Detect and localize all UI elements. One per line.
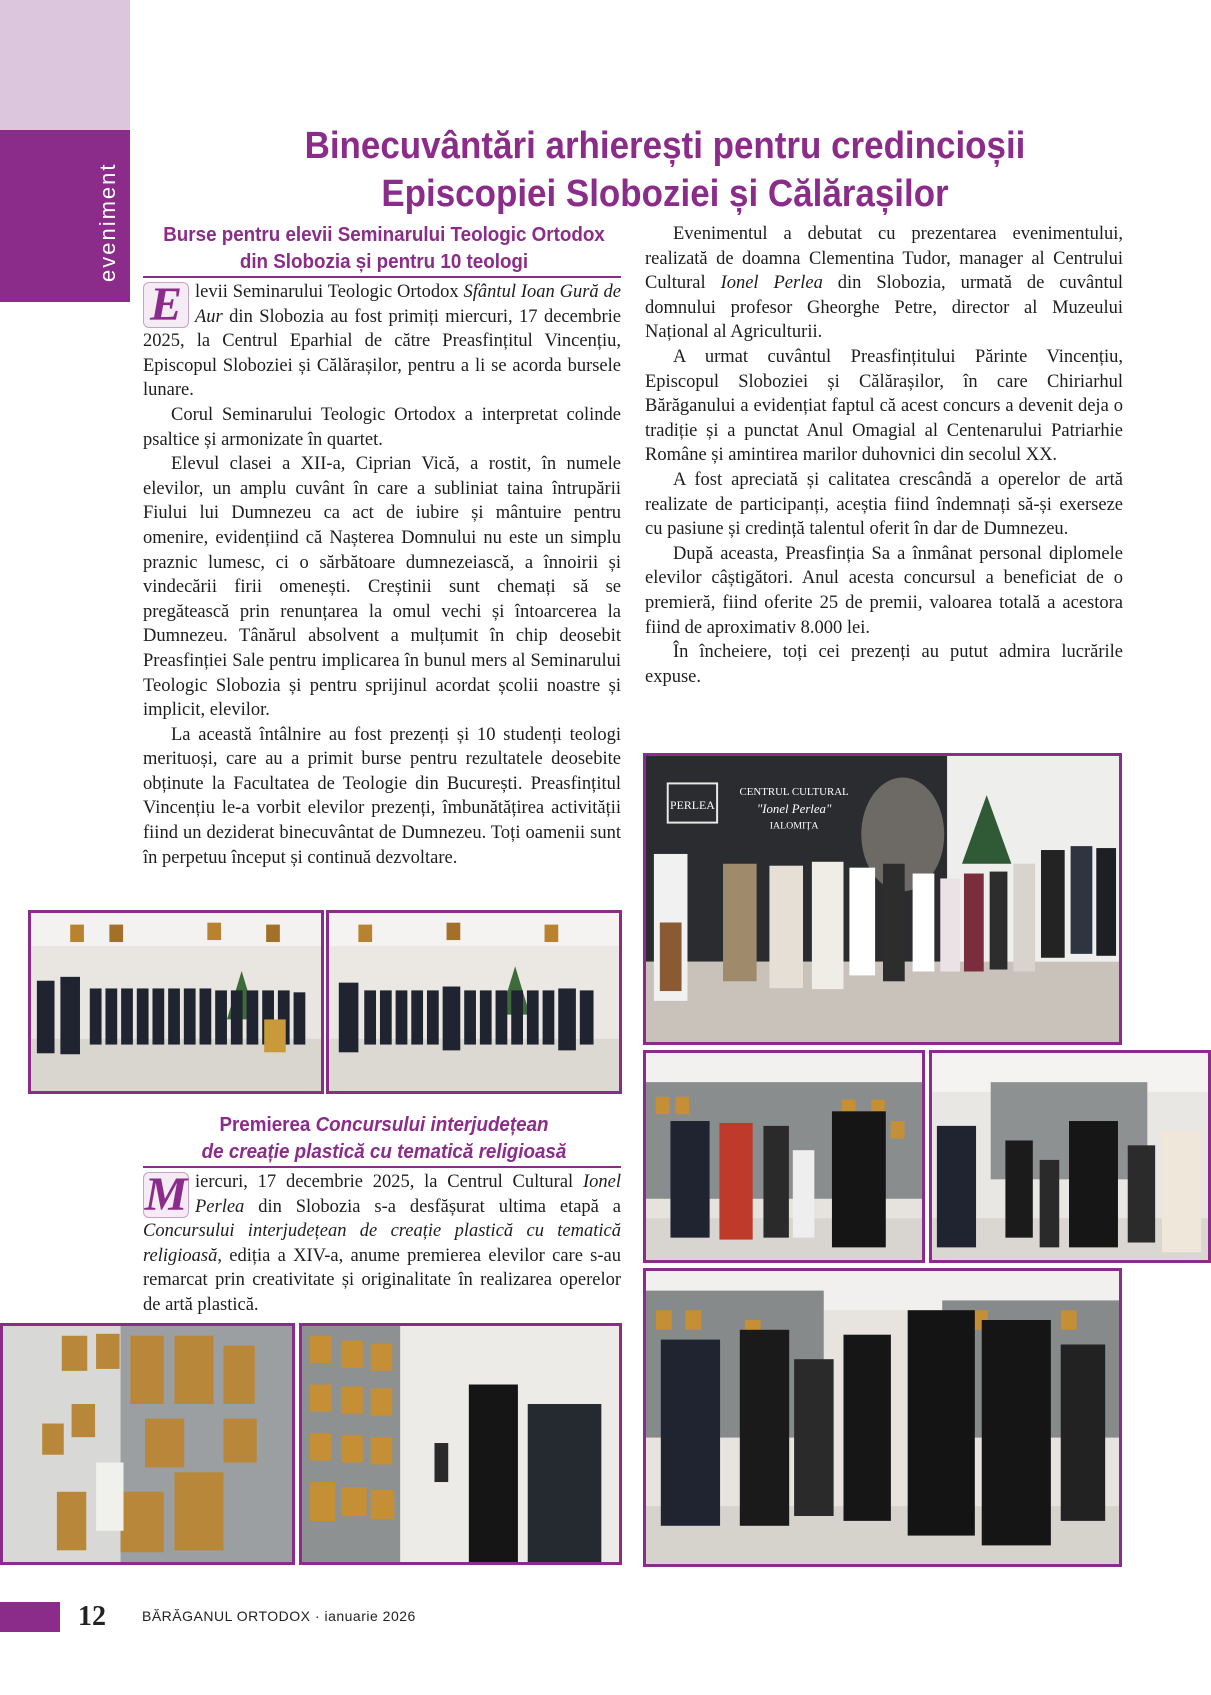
section1-paragraph-3: Elevul clasei a XII-a, Ciprian Vică, a rostit, în numele elevilor, un amplu cuvânt în care a subliniat taina întrupării Fiului lui Dumnezeu ca act de iubire și mântuire pentru omenire, evidențiind că Nașterea Domnului nu este un simplu praznic lumesc, ci o sărbătoare dumnezeiască, a înnoirii și vindecării firii omenești. Creștinii sunt chemați să se pregătească prin renunțarea la omul vechi și întoarcerea la Dumnezeu. Tânărul absolvent a mulțumit în chip deosebit Preasfinției Sale pentru implicarea în bunul mers al Seminarului Teologic Slobozia și pentru sprijinul acordat școlii noastre și implicit, elevilor. — [143, 454, 621, 721]
side-tab-label: eveniment — [95, 162, 120, 283]
article-title — [191, 122, 1139, 218]
photo-icon-exhibit-left — [0, 1323, 295, 1565]
photo-seminarians-left — [28, 910, 324, 1094]
right-paragraph-2: A urmat cuvântul Preasfințitului Părinte Vincențiu, Episcopul Sloboziei și Călărașilor, în care Chiriarhul Bărăganului a evidențiat faptul că acest concurs a devenit deja o tradiție și a punctat Anul Omagial al Centenarului Patriarhie Române și amintirea marilor duhovnici din secolul XX. — [645, 346, 1123, 466]
dropcap-e: E — [143, 282, 189, 328]
sign-line2: "Ionel Perlea" — [756, 801, 832, 816]
right-column-body — [645, 222, 1123, 689]
article-title-line2: Episcopiei Sloboziei și Călărașilor — [381, 173, 949, 215]
section2-rule — [143, 1166, 621, 1168]
section2-body — [143, 1170, 621, 1318]
section1-heading — [159, 222, 608, 276]
photo-award-left — [643, 1050, 925, 1263]
page-number: 12 — [78, 1601, 106, 1632]
section1-paragraph-2: Corul Seminarului Teologic Ortodox a interpretat colinde psaltice și armonizate în quartet. — [143, 404, 621, 450]
section1-rule — [143, 276, 621, 278]
photo-award-right — [929, 1050, 1211, 1263]
footer-publication — [142, 1608, 416, 1624]
sign-line1: CENTRUL CULTURAL — [739, 786, 849, 799]
perlea-logo-text: PERLEA — [670, 797, 715, 812]
section1-paragraph-1: E levii Seminarului Teologic Ortodox Sfântul Ioan Gură de Aur din Slobozia au fost primiți miercuri, 17 decembrie 2025, la Centrul Eparhial de către Preasfințitul Vincențiu, Episcopul Sloboziei și Călărașilor, pentru a li se acorda bursele lunare. — [143, 278, 621, 401]
dropcap-m: M — [144, 1168, 188, 1221]
sign-line3: IALOMIȚA — [769, 820, 819, 832]
publication-name: BĂRĂGANUL ORTODOX — [142, 1608, 311, 1624]
section1-heading-line1: Burse pentru elevii Seminarului Teologic Ortodox — [163, 224, 605, 246]
section2-paragraph-1: M iercuri, 17 decembrie 2025, la Centrul Cultural Ionel Perlea din Slobozia s-a desfășurat ultima etapă a Concursului interjudețean de creație plastică cu tematică religioasă, ediția a XIV-a, anume premierea elevilor care s-au remarcat prin creativitate și originalitate în realizarea operelor de artă plastică. — [143, 1168, 621, 1315]
section2-heading-line1: Premierea Concursului interjudețean — [219, 1114, 549, 1136]
footer-bar — [0, 1602, 60, 1632]
photo-cultural-center-group — [643, 753, 1122, 1045]
article-title-line1: Binecuvântări arhierești pentru credincioșii — [304, 125, 1026, 167]
issue-date: · ianuarie 2026 — [310, 1608, 416, 1624]
right-paragraph-1: Evenimentul a debutat cu prezentarea evenimentului, realizată de doamna Clementina Tudor, manager al Centrului Cultural Ionel Perlea din Slobozia, urmată de cuvântul domnului profesor Gheorghe Petre, director al Muzeului Național al Agriculturii. — [645, 224, 1123, 343]
right-paragraph-5: În încheiere, toți cei prezenți au putut admira lucrările expuse. — [645, 642, 1123, 687]
photo-seminarians-right — [326, 910, 622, 1094]
section1-heading-line2: din Slobozia și pentru 10 teologi — [239, 251, 529, 273]
section1-body — [143, 280, 621, 870]
section2-heading-line2: de creație plastică cu tematică religioasă — [201, 1141, 567, 1163]
section1-paragraph-4: La această întâlnire au fost prezenți și 10 studenți teologi merituoși, care au a primit burse pentru rezultatele deosebite obținute la Facultatea de Teologie din București. Preasfințitul Vincențiu le-a vorbit elevilor prezenți, îmbunătățirea activității fiind un deziderat binecuvântat de Dumnezeu. Toți oamenii sunt în perpetuu început și continuă dezvoltare. — [143, 724, 621, 868]
section2-heading — [159, 1112, 608, 1166]
right-paragraph-3: A fost apreciată și calitatea crescândă a operelor de artă realizate de participanți, aceștia fiind îndemnați să-și exerseze cu pasiune și credință talentul oferit în dar de Dumnezeu. — [645, 469, 1123, 540]
photo-icon-exhibit-right — [299, 1323, 622, 1565]
right-paragraph-4: După aceasta, Preasfinția Sa a înmânat personal diplomele elevilor câștigători. Anul acesta concursul a beneficiat de o premieră, fiind oferite 25 de premii, valoarea totală a acestora fiind de aproximativ 8.000 lei. — [645, 543, 1123, 638]
side-tab-light-block — [0, 0, 130, 130]
photo-award-large — [643, 1268, 1122, 1567]
